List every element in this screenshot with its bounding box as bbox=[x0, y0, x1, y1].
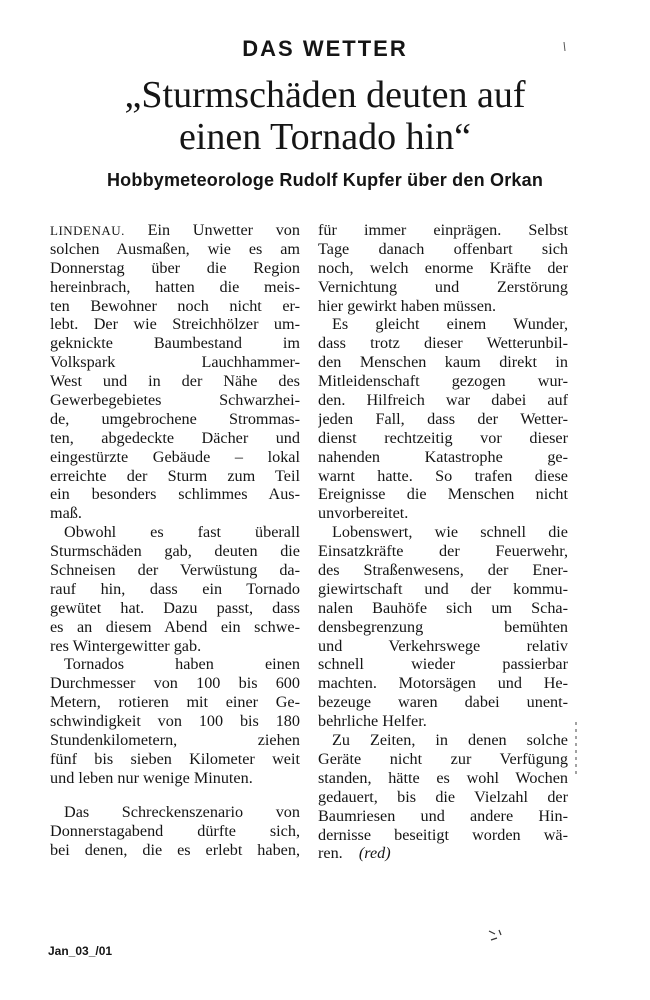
text-line: unvorbereitet. bbox=[318, 504, 409, 523]
text-line: Das Schreckenszenario von bbox=[64, 802, 300, 821]
text-line: Donnerstag über die Region bbox=[50, 258, 300, 277]
text-line: schwindigkeit von 100 bis 180 bbox=[50, 712, 300, 731]
text-line: ten, abgedeckte Dächer und bbox=[50, 428, 300, 447]
text-line: Schneisen der Verwüstung da- bbox=[50, 561, 300, 580]
text-line: Tage danach offenbart sich bbox=[318, 239, 568, 258]
subheadline: Hobbymeteorologe Rudolf Kupfer über den Orkan bbox=[106, 170, 544, 190]
text-line: res Wintergewitter gab. bbox=[50, 636, 202, 655]
text-line: dienst rechtzeitig vor dieser bbox=[318, 428, 568, 447]
text-line: Geräte nicht zur Verfügung bbox=[318, 749, 568, 768]
text-line: erreichte der Sturm zum Teil bbox=[50, 466, 300, 485]
text-line: rauf hin, dass ein Tornado bbox=[50, 579, 300, 598]
text-line: Metern, rotieren mit einer Ge- bbox=[50, 693, 300, 712]
text-line: nahenden Katastrophe ge- bbox=[318, 447, 568, 466]
text-line: Mitleidenschaft gezogen wur- bbox=[318, 372, 568, 391]
text-line: Einsatzkräfte der Feuerwehr, bbox=[318, 542, 568, 561]
text-line: dass trotz dieser Wetterunbil- bbox=[318, 334, 568, 353]
text-line: für immer einprägen. Selbst bbox=[318, 221, 568, 239]
text-line: jeden Fall, dass der Wetter- bbox=[318, 409, 568, 428]
headline-line-1: „Sturmschäden deuten auf bbox=[124, 74, 526, 116]
text-line: giewirtschaft und der kommu- bbox=[318, 579, 568, 598]
text-line: de, umgebrochene Strommas- bbox=[50, 409, 300, 428]
text-line: lebt. Der wie Streichhölzer um- bbox=[50, 315, 300, 334]
scan-speck-icon bbox=[560, 40, 570, 54]
text-line: solchen Ausmaßen, wie es am bbox=[50, 239, 300, 258]
text-line: bezeuge waren dabei unent- bbox=[318, 693, 568, 712]
article-column-left bbox=[50, 221, 300, 859]
text-line: den. Hilfreich war dabei auf bbox=[318, 391, 568, 410]
dateline: LINDENAU. bbox=[50, 223, 125, 238]
text-line: ren. (red) bbox=[318, 844, 391, 863]
text-line: bei denen, die es erlebt haben, bbox=[50, 840, 300, 859]
text-line: und leben nur wenige Minuten. bbox=[50, 768, 253, 787]
text-line: eingestürzte Gebäude – lokal bbox=[50, 447, 300, 466]
author-credit: (red) bbox=[358, 844, 391, 863]
text-line: Obwohl es fast überall bbox=[64, 523, 300, 542]
scan-edge-mark-icon bbox=[572, 720, 582, 780]
text-line: gewütet hat. Dazu passt, dass bbox=[50, 598, 300, 617]
text-line: fünf bis sieben Kilometer weit bbox=[50, 749, 300, 768]
article-column-right bbox=[318, 221, 568, 863]
text-line: Donnerstagabend dürfte sich, bbox=[50, 821, 300, 840]
text-line: geknickte Baumbestand im bbox=[50, 334, 300, 353]
text-line: Gewerbegebietes Schwarzhei- bbox=[50, 391, 300, 410]
text-line: Zu Zeiten, in denen solche bbox=[332, 731, 568, 750]
text-line: Vernichtung und Zerstörung bbox=[318, 277, 568, 296]
text-line: Es gleicht einem Wunder, bbox=[332, 315, 568, 334]
text-line: hier gewirkt haben müssen. bbox=[318, 296, 497, 315]
text-line: den Menschen kaum direkt in bbox=[318, 353, 568, 372]
headline-line-2: einen Tornado hin“ bbox=[178, 116, 472, 158]
text-line: Lobenswert, wie schnell die bbox=[332, 523, 568, 542]
text-line: Tornados haben einen bbox=[64, 655, 300, 674]
handwritten-date-note: Jan_03_/01 bbox=[48, 944, 113, 958]
headline bbox=[40, 74, 610, 158]
text-line: und Verkehrswege relativ bbox=[318, 636, 568, 655]
text-line: maß. bbox=[50, 504, 82, 523]
text-line: densbegrenzung bemühten bbox=[318, 617, 568, 636]
text-line: gedauert, bis die Vielzahl der bbox=[318, 787, 568, 806]
text-line: noch, welch enorme Kräfte der bbox=[318, 258, 568, 277]
text-line: ein besonders schlimmes Aus- bbox=[50, 485, 300, 504]
text-line: Stundenkilometern, ziehen bbox=[50, 731, 300, 750]
text-line: Durchmesser von 100 bis 600 bbox=[50, 674, 300, 693]
text-line: behrliche Helfer. bbox=[318, 712, 427, 731]
text-line: Sturmschäden gab, deuten die bbox=[50, 542, 300, 561]
text-line: Ereignisse die Menschen nicht bbox=[318, 485, 568, 504]
text-line: es an diesem Abend ein schwe- bbox=[50, 617, 300, 636]
text-line: West und in der Nähe des bbox=[50, 372, 300, 391]
text-line: Volkspark Lauchhammer- bbox=[50, 353, 300, 372]
text-line: Baumriesen und andere Hin- bbox=[318, 806, 568, 825]
text-line: nalen Bauhöfe sich um Scha- bbox=[318, 598, 568, 617]
text-line: ten Bewohner noch nicht er- bbox=[50, 296, 300, 315]
text-line: machten. Motorsägen und He- bbox=[318, 674, 568, 693]
text-line: des Straßenwesens, der Ener- bbox=[318, 561, 568, 580]
scan-mark-icon bbox=[486, 926, 506, 946]
text-line: dernisse beseitigt worden wä- bbox=[318, 825, 568, 844]
text-line: schnell wieder passierbar bbox=[318, 655, 568, 674]
text-line: LINDENAU. Ein Unwetter von bbox=[50, 221, 300, 239]
section-label: DAS WETTER bbox=[242, 36, 408, 61]
text-line: standen, hätte es wohl Wochen bbox=[318, 768, 568, 787]
text-line: warnt hatte. So trafen diese bbox=[318, 466, 568, 485]
text-line: hereinbrach, hatten die meis- bbox=[50, 277, 300, 296]
